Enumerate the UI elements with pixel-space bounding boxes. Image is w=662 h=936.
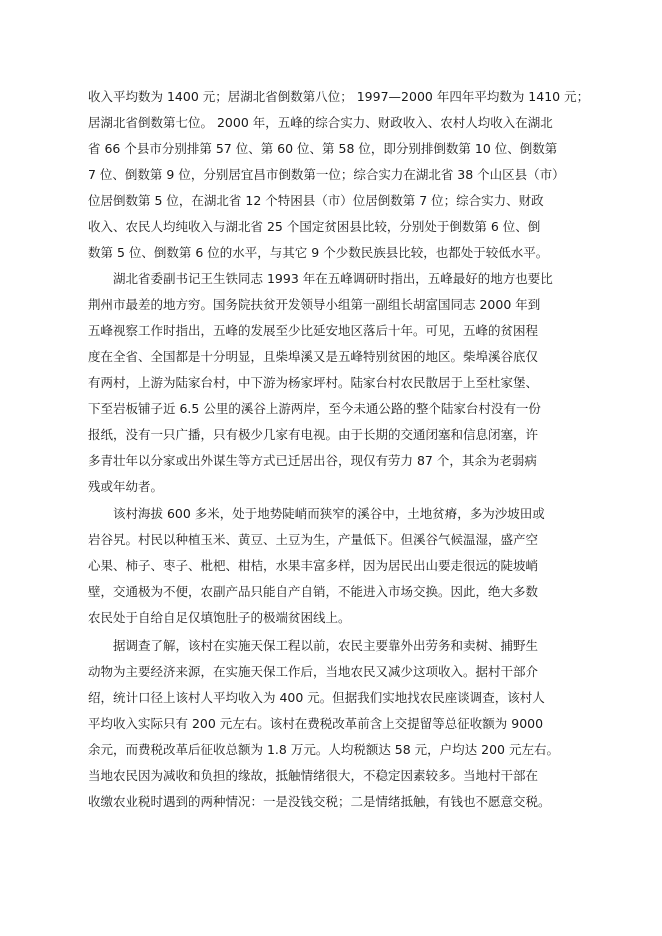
text-line: 度在全省、全国都是十分明显，且柴埠溪又是五峰特别贫困的地区。柴埠溪谷底仅 bbox=[88, 349, 539, 364]
text-line: 居湖北省倒数第七位。 2000 年，五峰的综合实力、财政收入、农村人均收入在湖北 bbox=[88, 115, 553, 130]
paragraph-1 bbox=[88, 84, 590, 266]
text-line: 岩谷旯。村民以种植玉米、黄豆、土豆为生，产量低下。但溪谷气候温湿，盛产空 bbox=[88, 532, 539, 547]
text-line: 五峰视察工作时指出，五峰的发展至少比延安地区落后十年。可见，五峰的贫困程 bbox=[88, 323, 539, 338]
text-line: 该村海拔 600 多米，处于地势陡峭而狭窄的溪谷中，土地贫瘠，多为沙坡田或 bbox=[113, 506, 545, 521]
paragraph-4 bbox=[88, 633, 568, 815]
text-line: 据调查了解，该村在实施天保工程以前，农民主要靠外出劳务和卖树、捕野生 bbox=[113, 638, 539, 653]
text-line: 残或年幼者。 bbox=[88, 479, 164, 494]
text-line: 农民处于自给自足仅填饱肚子的极端贫困线上。 bbox=[88, 610, 351, 625]
text-line: 绍，统计口径上该村人平均收入为 400 元。但据我们实地找农民座谈调查，该村人 bbox=[88, 690, 545, 705]
text-line: 有两村，上游为陆家台村，中下游为杨家坪村。陆家台村农民散居于上至杜家堡、 bbox=[88, 375, 539, 390]
text-line: 荆州市最差的地方穷。国务院扶贫开发领导小组第一副组长胡富国同志 2000 年到 bbox=[88, 297, 541, 312]
text-line: 壁，交通极为不便，农副产品只能自产自销，不能进入市场交换。因此，绝大多数 bbox=[88, 584, 539, 599]
text-line: 湖北省委副书记王生铁同志 1993 年在五峰调研时指出，五峰最好的地方也要比 bbox=[113, 271, 553, 286]
paragraph-2 bbox=[88, 266, 568, 500]
text-line: 收缴农业税时遇到的两种情况：一是没钱交税；二是情绪抵触，有钱也不愿意交税。 bbox=[88, 794, 551, 809]
text-line: 7 位、倒数第 9 位，分别居宜昌市倒数第一位；综合实力在湖北省 38 个山区县（市） bbox=[88, 167, 565, 182]
text-line: 数第 5 位、倒数第 6 位的水平，与其它 9 个少数民族县比较，也都处于较低水平。 bbox=[88, 245, 549, 260]
text-line: 收入、农民人均纯收入与湖北省 25 个国定贫困县比较，分别处于倒数第 6 位、倒 bbox=[88, 219, 541, 234]
text-line: 多青壮年以分家或出外谋生等方式已迁居出谷，现仅有劳力 87 个，其余为老弱病 bbox=[88, 453, 537, 468]
text-line: 收入平均数为 1400 元；居湖北省倒数第八位； 1997—2000 年四年平均数为 1410 元； bbox=[88, 89, 590, 104]
text-line: 位居倒数第 5 位，在湖北省 12 个特困县（市）位居倒数第 7 位；综合实力、财政 bbox=[88, 193, 544, 208]
text-line: 省 66 个县市分别排第 57 位、第 60 位、第 58 位，即分别排倒数第 10 位、倒数第 bbox=[88, 141, 558, 156]
text-line: 报纸，没有一只广播，只有极少几家有电视。由于长期的交通闭塞和信息闭塞，许 bbox=[88, 427, 539, 442]
text-line: 下至岩板铺子近 6.5 公里的溪谷上游两岸，至今未通公路的整个陆家台村没有一份 bbox=[88, 401, 541, 416]
text-line: 动物为主要经济来源，在实施天保工作后，当地农民又减少这项收入。据村干部介 bbox=[88, 664, 539, 679]
text-line: 当地农民因为减收和负担的缘故，抵触情绪很大，不稳定因素较多。当地村干部在 bbox=[88, 768, 539, 783]
text-line: 余元，而费税改革后征收总额为 1.8 万元。人均税额达 58 元，户均达 200 元左右。 bbox=[88, 742, 559, 757]
paragraph-3 bbox=[88, 501, 568, 631]
text-line: 平均收入实际只有 200 元左右。该村在费税改革前含上交提留等总征收额为 9000 bbox=[88, 716, 544, 731]
text-line: 心果、柿子、枣子、枇杷、柑桔，水果丰富多样，因为居民出山要走很远的陡坡峭 bbox=[88, 558, 539, 573]
